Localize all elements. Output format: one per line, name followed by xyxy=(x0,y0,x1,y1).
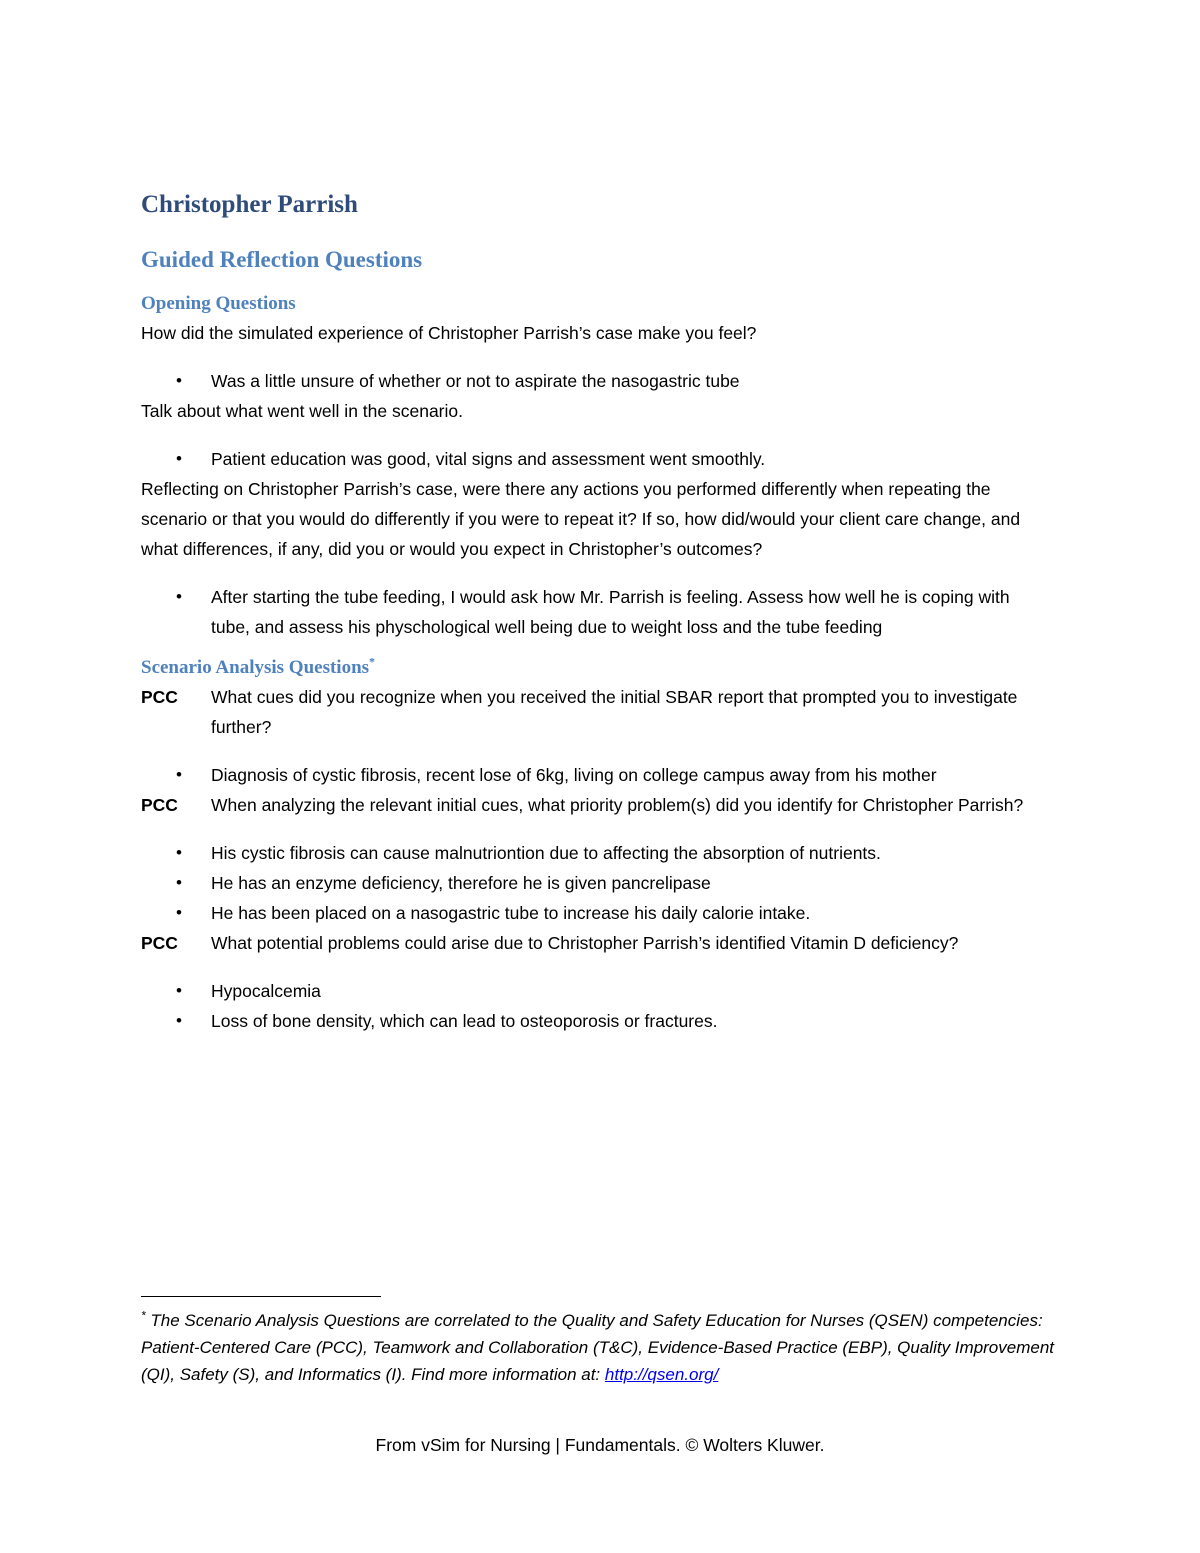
scenario-question-1 xyxy=(141,682,1041,742)
opening-question-2: Talk about what went well in the scenario. xyxy=(141,401,463,421)
opening-answer-3-list xyxy=(141,582,1041,642)
opening-question-1: How did the simulated experience of Christopher Parrish’s case make you feel? xyxy=(141,323,757,343)
answer-text: Hypocalcemia xyxy=(211,981,321,1001)
opening-questions-heading: Opening Questions xyxy=(141,293,296,314)
bullet-icon: • xyxy=(176,873,182,892)
scenario-heading-text: Scenario Analysis Questions xyxy=(141,657,370,678)
bullet-icon: • xyxy=(176,587,182,606)
question-text: What potential problems could arise due to Christopher Parrish’s identified Vitamin D deficiency? xyxy=(211,933,959,953)
scenario-question-2 xyxy=(141,790,1041,820)
answer-text: He has been placed on a nasogastric tube to increase his daily calorie intake. xyxy=(211,903,811,923)
scenario-answer-2-list xyxy=(141,838,1041,928)
list-item xyxy=(141,868,1041,898)
footnote-separator xyxy=(141,1296,381,1297)
opening-answer-1-list xyxy=(141,366,1041,396)
answer-text: Diagnosis of cystic fibrosis, recent lose of 6kg, living on college campus away from his mother xyxy=(211,765,937,785)
bullet-icon: • xyxy=(176,765,182,784)
list-item xyxy=(141,582,1041,642)
page-footer: From vSim for Nursing | Fundamentals. © Wolters Kluwer. xyxy=(375,1435,825,1455)
answer-text: Patient education was good, vital signs and assessment went smoothly. xyxy=(211,449,766,469)
answer-text: After starting the tube feeding, I would ask how Mr. Parrish is feeling. Assess how well he is coping with tube, and assess his physchological well being due to weight loss and the tube feeding xyxy=(211,587,1010,637)
list-item xyxy=(141,838,1041,868)
bullet-icon: • xyxy=(176,843,182,862)
bullet-icon: • xyxy=(176,981,182,1000)
opening-question-3: Reflecting on Christopher Parrish’s case, were there any actions you performed differently when repeating the scenario or that you would do differently if you were to repeat it? If so, how did/would your client care change, and what differences, if any, did you or would you expect in Christopher’s outcomes? xyxy=(141,479,1021,559)
list-item xyxy=(141,898,1041,928)
competency-tag: PCC xyxy=(141,933,178,953)
footnote-text: The Scenario Analysis Questions are correlated to the Quality and Safety Education for Nurses (QSEN) competencies: Patient-Centered Care (PCC), Teamwork and Collaboration (T&C), Evidence-Based Practice (EBP), Quality Improvement (QI), Safety (S), and Informatics (I). Find more information at: xyxy=(141,1311,1055,1384)
scenario-question-3 xyxy=(141,928,1041,958)
bullet-icon: • xyxy=(176,371,182,390)
list-item xyxy=(141,1006,1041,1036)
scenario-analysis-heading xyxy=(141,654,1041,682)
list-item xyxy=(141,760,1041,790)
bullet-icon: • xyxy=(176,449,182,468)
list-item xyxy=(141,444,1041,474)
list-item xyxy=(141,366,1041,396)
document-content xyxy=(141,188,1041,1036)
answer-text: His cystic fibrosis can cause malnutriontion due to affecting the absorption of nutrients. xyxy=(211,843,881,863)
footnote-reference[interactable]: * xyxy=(369,654,376,669)
competency-tag: PCC xyxy=(141,795,178,815)
document-subtitle: Guided Reflection Questions xyxy=(141,247,423,272)
scenario-answer-3-list xyxy=(141,976,1041,1036)
bullet-icon: • xyxy=(176,903,182,922)
answer-text: Loss of bone density, which can lead to osteoporosis or fractures. xyxy=(211,1011,718,1031)
list-item xyxy=(141,976,1041,1006)
competency-tag: PCC xyxy=(141,687,178,707)
scenario-answer-1-list xyxy=(141,760,1041,790)
footnote-marker: * xyxy=(141,1308,146,1323)
footnote xyxy=(141,1307,1056,1388)
question-text: What cues did you recognize when you received the initial SBAR report that prompted you to investigate further? xyxy=(211,687,1018,737)
answer-text: He has an enzyme deficiency, therefore he is given pancrelipase xyxy=(211,873,711,893)
document-title: Christopher Parrish xyxy=(141,191,358,218)
opening-answer-2-list xyxy=(141,444,1041,474)
bullet-icon: • xyxy=(176,1011,182,1030)
answer-text: Was a little unsure of whether or not to aspirate the nasogastric tube xyxy=(211,371,740,391)
question-text: When analyzing the relevant initial cues, what priority problem(s) did you identify for Christopher Parrish? xyxy=(211,795,1024,815)
qsen-link[interactable]: http://qsen.org/ xyxy=(604,1365,719,1384)
